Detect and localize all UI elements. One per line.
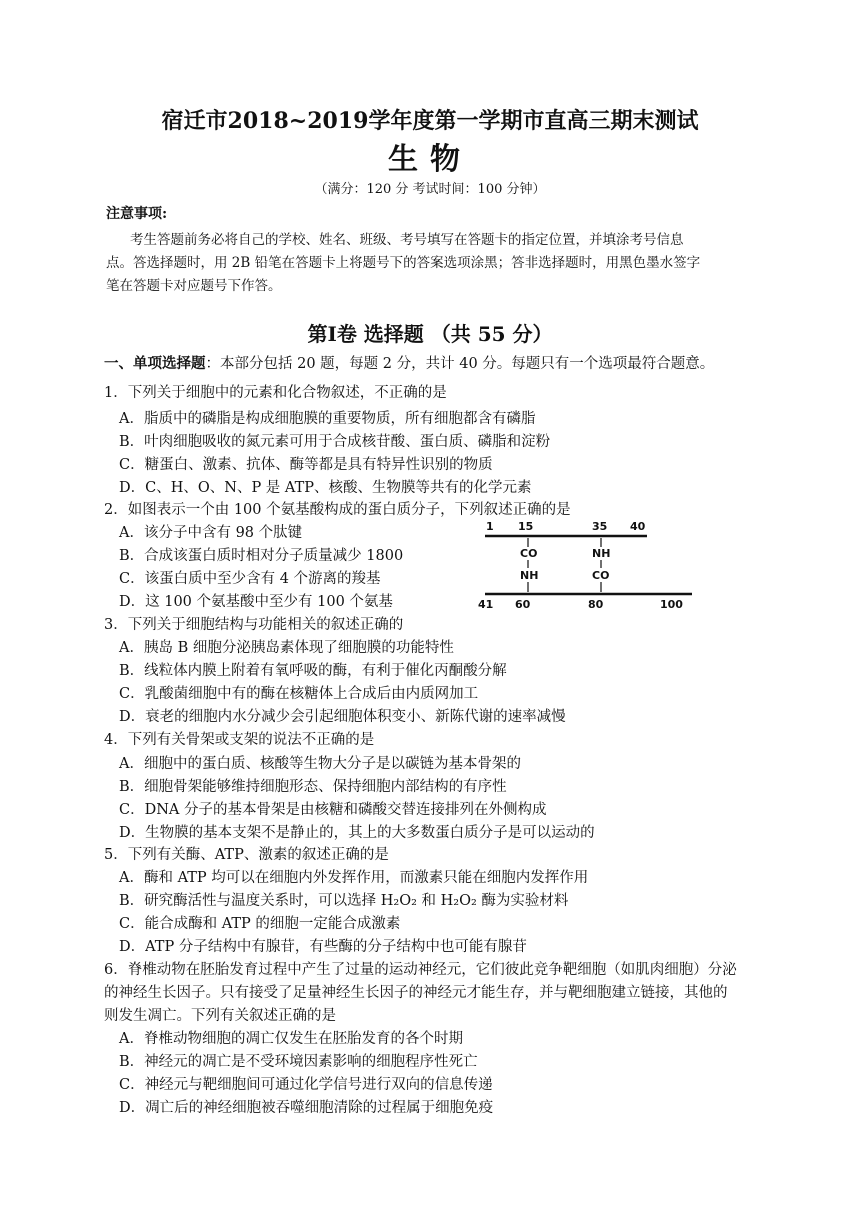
- option: D．凋亡后的神经细胞被吞噬细胞清除的过程属于细胞免疫: [119, 1100, 494, 1116]
- question-stem-cont: 的神经生长因子。只有接受了足量神经生长因子的神经元才能生存，并与靶细胞建立链接，其他的: [104, 985, 728, 1001]
- bond-label: NH: [592, 547, 611, 560]
- option: B．神经元的凋亡是不受环境因素影响的细胞程序性死亡: [119, 1054, 478, 1070]
- option: B．研究酶活性与温度关系时，可以选择 H₂O₂ 和 H₂O₂ 酶为实验材料: [119, 893, 569, 909]
- question-stem: 4．下列有关骨架或支架的说法不正确的是: [104, 732, 375, 748]
- notice-line: 考生答题前务必将自己的学校、姓名、班级、考号填写在答题卡的指定位置，并填涂考号信息: [130, 232, 684, 248]
- question-stem: 5．下列有关酶、ATP、激素的叙述正确的是: [104, 847, 389, 863]
- option: A．胰岛 B 细胞分泌胰岛素体现了细胞膜的功能特性: [119, 640, 454, 656]
- residue-label: 100: [660, 598, 683, 611]
- option: A．酶和 ATP 均可以在细胞内外发挥作用，而激素只能在细胞内发挥作用: [119, 870, 589, 886]
- option: B．合成该蛋白质时相对分子质量减少 1800: [119, 548, 404, 564]
- option: C．DNA 分子的基本骨架是由核糖和磷酸交替连接排列在外侧构成: [119, 802, 547, 818]
- option: A．脂质中的磷脂是构成细胞膜的重要物质，所有细胞都含有磷脂: [119, 411, 536, 427]
- question-stem: 3．下列关于细胞结构与功能相关的叙述正确的: [104, 617, 404, 633]
- protein-diagram: [470, 516, 700, 612]
- option: C．神经元与靶细胞间可通过化学信号进行双向的信息传递: [119, 1077, 493, 1093]
- section-title: 第Ⅰ卷 选择题 （共 55 分）: [307, 322, 553, 346]
- subject-title: 生物: [388, 142, 472, 177]
- option: A．脊椎动物细胞的凋亡仅发生在胚胎发育的各个时期: [119, 1031, 463, 1047]
- option: C．糖蛋白、激素、抗体、酶等都是具有特异性识别的物质: [119, 457, 493, 473]
- option: D．ATP 分子结构中有腺苷，有些酶的分子结构中也可能有腺苷: [119, 939, 527, 955]
- question-stem: 6．脊椎动物在胚胎发育过程中产生了过量的运动神经元，它们彼此竞争靶细胞（如肌肉细胞）分泌: [104, 962, 737, 978]
- option: A．细胞中的蛋白质、核酸等生物大分子是以碳链为基本骨架的: [119, 756, 521, 772]
- residue-label: 60: [515, 598, 531, 611]
- option: C．能合成酶和 ATP 的细胞一定能合成激素: [119, 916, 401, 932]
- score-info: （满分：120 分 考试时间：100 分钟）: [314, 182, 546, 197]
- residue-label: 41: [478, 598, 494, 611]
- option: A．该分子中含有 98 个肽键: [119, 525, 303, 541]
- option: C．该蛋白质中至少含有 4 个游离的羧基: [119, 571, 381, 587]
- residue-label: 80: [588, 598, 604, 611]
- option: C．乳酸菌细胞中有的酶在核糖体上合成后由内质网加工: [119, 686, 479, 702]
- residue-label: 15: [518, 520, 534, 533]
- question-stem: 1．下列关于细胞中的元素和化合物叙述，不正确的是: [104, 385, 447, 401]
- notice-heading: 注意事项:: [106, 206, 168, 222]
- part-instructions: 一、单项选择题：本部分包括 20 题，每题 2 分，共计 40 分。每题只有一个选项最符合题意。: [104, 355, 715, 372]
- residue-label: 40: [630, 520, 646, 533]
- option: D．C、H、O、N、P 是 ATP、核酸、生物膜等共有的化学元素: [119, 480, 532, 496]
- notice-line: 笔在答题卡对应题号下作答。: [106, 278, 282, 294]
- option: B．线粒体内膜上附着有氧呼吸的酶，有利于催化丙酮酸分解: [119, 663, 507, 679]
- bond-label: CO: [592, 569, 610, 582]
- bond-label: CO: [520, 547, 538, 560]
- question-stem-cont: 则发生凋亡。下列有关叙述正确的是: [104, 1008, 336, 1024]
- residue-label: 1: [486, 520, 494, 533]
- exam-title: 宿迁市2018~2019学年度第一学期市直高三期末测试: [161, 108, 699, 134]
- question-stem: 2．如图表示一个由 100 个氨基酸构成的蛋白质分子，下列叙述正确的是: [104, 502, 571, 518]
- option: B．细胞骨架能够维持细胞形态、保持细胞内部结构的有序性: [119, 779, 507, 795]
- option: B．叶肉细胞吸收的氮元素可用于合成核苷酸、蛋白质、磷脂和淀粉: [119, 434, 551, 450]
- residue-label: 35: [592, 520, 608, 533]
- bond-label: NH: [520, 569, 539, 582]
- option: D．生物膜的基本支架不是静止的，其上的大多数蛋白质分子是可以运动的: [119, 825, 595, 841]
- option: D．这 100 个氨基酸中至少有 100 个氨基: [119, 594, 393, 610]
- notice-line: 点。答选择题时，用 2B 铅笔在答题卡上将题号下的答案选项涂黑；答非选择题时，用黑色墨水签字: [106, 255, 701, 271]
- option: D．衰老的细胞内水分减少会引起细胞体积变小、新陈代谢的速率减慢: [119, 709, 566, 725]
